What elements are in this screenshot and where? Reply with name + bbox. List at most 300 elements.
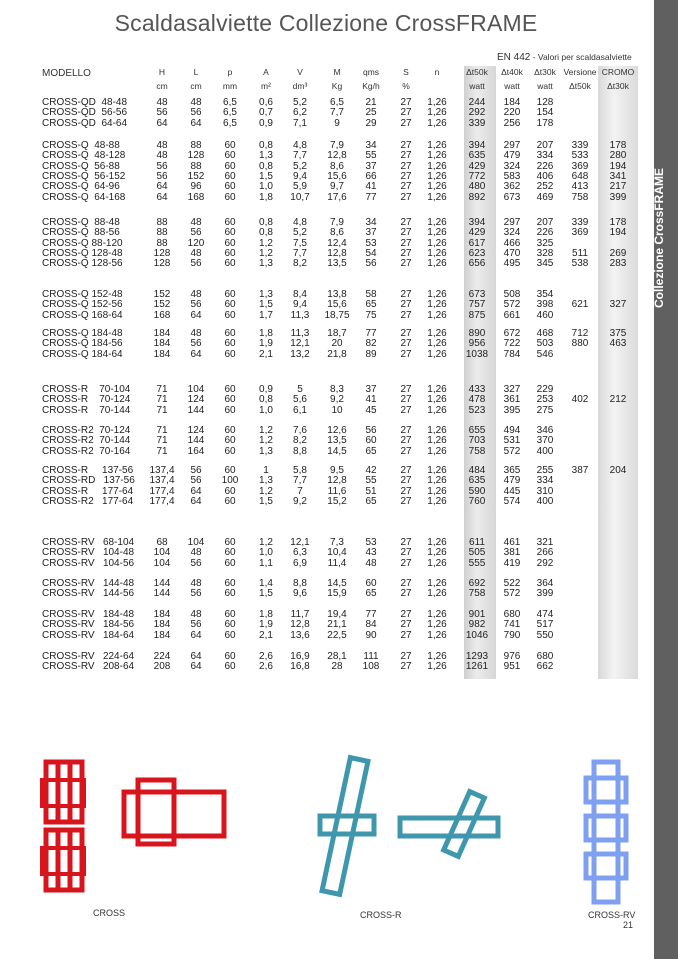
cell-value: 1,26: [427, 495, 447, 507]
cell-value: 12,1: [290, 537, 310, 548]
cell-value: 37: [365, 227, 377, 239]
cell-value: 15,2: [327, 495, 347, 507]
column-unit-1: cm: [156, 81, 168, 91]
cell-model: CROSS-RV 104-48: [42, 547, 135, 559]
cell-value: 479: [503, 475, 521, 487]
cell-value: 60: [224, 661, 236, 673]
cell-model: CROSS-Q 152-56: [42, 299, 123, 311]
cell-value: 484: [468, 465, 486, 476]
cell-value: 1,26: [427, 465, 447, 476]
cell-value: 328: [536, 247, 554, 259]
cell-value: 64: [190, 309, 202, 321]
cell-value: 104: [153, 547, 171, 559]
cell-value: 168: [153, 309, 171, 321]
cross-rv-illustration: [580, 758, 640, 908]
cell-value: 19,4: [327, 609, 347, 620]
cell-value: 375: [609, 328, 627, 339]
cell-value: 28: [331, 661, 343, 673]
cell-value: 339: [468, 117, 486, 129]
cell-value: 56: [156, 160, 168, 172]
cell-value: 1,26: [427, 150, 447, 162]
cell-value: 64: [156, 191, 168, 203]
cell-value: 137,4: [149, 465, 175, 476]
cell-value: 1,26: [427, 299, 447, 311]
cell-value: 1,26: [427, 629, 447, 641]
cell-value: 128: [153, 247, 171, 259]
cell-model: CROSS-R 70-104: [42, 384, 131, 395]
cell-value: 6,5: [223, 117, 237, 129]
cell-value: 27: [400, 237, 412, 249]
cell-value: 1,26: [427, 237, 447, 249]
cell-value: 184: [153, 338, 171, 350]
column-unit-2: cm: [190, 81, 202, 91]
cell-value: 37: [365, 384, 377, 395]
cell-value: 673: [503, 191, 521, 203]
column-header-3: p: [227, 67, 233, 77]
cell-value: 71: [156, 394, 168, 406]
cell-value: 60: [365, 578, 377, 589]
cell-value: 2,1: [259, 348, 273, 360]
cell-value: 901: [468, 609, 486, 620]
cell-value: 64: [190, 348, 202, 360]
cell-value: 1,5: [259, 170, 273, 182]
cell-value: 177,4: [149, 495, 175, 507]
cell-value: 60: [224, 651, 236, 662]
cell-value: 5,2: [293, 97, 307, 108]
cell-value: 387: [571, 465, 589, 476]
cell-value: 71: [156, 425, 168, 436]
cell-value: 194: [609, 160, 627, 172]
cell-value: 27: [400, 258, 412, 270]
cell-model: CROSS-QD 64-64: [42, 117, 128, 129]
cell-value: 244: [468, 97, 486, 108]
cell-value: 184: [153, 629, 171, 641]
cell-value: 48: [190, 609, 202, 620]
cell-value: 1,5: [259, 588, 273, 600]
cell-value: 58: [365, 289, 377, 300]
cell-value: 474: [536, 609, 554, 620]
cell-value: 1,7: [259, 309, 273, 321]
cell-value: 144: [187, 435, 205, 447]
cell-value: 12,8: [327, 150, 347, 162]
cell-value: 445: [503, 485, 521, 497]
column-unit-13: Δt50k: [569, 81, 591, 91]
cell-value: 64: [190, 485, 202, 497]
cell-value: 469: [536, 191, 554, 203]
cell-value: 283: [609, 258, 627, 270]
cell-value: 346: [536, 425, 554, 436]
cell-value: 21,1: [327, 619, 347, 631]
cell-value: 27: [400, 651, 412, 662]
cell-value: 2,1: [259, 629, 273, 641]
cell-value: 34: [365, 140, 377, 151]
cell-value: 207: [536, 140, 554, 151]
cell-value: 269: [609, 247, 627, 259]
cell-model: CROSS-Q 64-168: [42, 191, 126, 203]
cell-value: 104: [153, 557, 171, 569]
cell-value: 478: [468, 394, 486, 406]
cell-value: 48: [156, 140, 168, 151]
column-header-7: qms: [362, 67, 380, 77]
cell-value: 56: [190, 557, 202, 569]
cell-value: 27: [400, 217, 412, 228]
cell-value: 1046: [465, 629, 489, 641]
cell-value: 178: [609, 140, 627, 151]
cell-value: 7,7: [293, 475, 307, 487]
cell-value: 17,6: [327, 191, 347, 203]
cell-value: 395: [503, 404, 521, 416]
cell-value: 108: [362, 661, 380, 673]
cell-value: 64: [190, 651, 202, 662]
cell-value: 9,4: [293, 299, 307, 311]
cell-model: CROSS-R2 70-124: [42, 425, 131, 436]
cell-value: 48: [190, 97, 202, 108]
cell-value: 680: [503, 609, 521, 620]
cell-value: 27: [400, 557, 412, 569]
cell-value: 546: [536, 348, 554, 360]
cell-value: 48: [190, 217, 202, 228]
cell-value: 7,7: [293, 247, 307, 259]
cell-value: 327: [609, 299, 627, 311]
cell-value: 661: [503, 309, 521, 321]
cell-value: 65: [365, 588, 377, 600]
cell-value: 381: [503, 547, 521, 559]
cell-value: 1,8: [259, 609, 273, 620]
cell-value: 1,2: [259, 237, 273, 249]
cell-value: 712: [571, 328, 589, 339]
cell-value: 27: [400, 107, 412, 119]
cell-value: 53: [365, 537, 377, 548]
cell-value: 1,4: [259, 578, 273, 589]
cell-value: 1,26: [427, 661, 447, 673]
cell-model: CROSS-R 177-64: [42, 485, 134, 497]
cell-value: 741: [503, 619, 521, 631]
cell-value: 220: [503, 107, 521, 119]
cell-value: 5,2: [293, 227, 307, 239]
cell-value: 27: [400, 445, 412, 457]
cell-model: CROSS-Q 56-152: [42, 170, 126, 182]
cell-value: 6,3: [293, 547, 307, 559]
cell-model: CROSS-RV 224-64: [42, 651, 135, 662]
cell-value: 325: [536, 237, 554, 249]
cell-value: 1,26: [427, 191, 447, 203]
table-row: [0, 192, 652, 203]
cell-value: 1,26: [427, 651, 447, 662]
cell-value: 64: [190, 495, 202, 507]
cell-value: 1,26: [427, 258, 447, 270]
cell-value: 27: [400, 547, 412, 559]
cross-illustration: [38, 758, 238, 898]
cell-value: 617: [468, 237, 486, 249]
column-header-10: Δt50k: [466, 67, 488, 77]
cell-value: 48: [190, 547, 202, 559]
cell-value: 4,8: [293, 140, 307, 151]
cell-value: 297: [503, 140, 521, 151]
cell-value: 8,8: [293, 578, 307, 589]
cell-value: 531: [503, 435, 521, 447]
cell-value: 324: [503, 160, 521, 172]
cell-value: 976: [503, 651, 521, 662]
cell-value: 27: [400, 170, 412, 182]
cell-value: 128: [187, 150, 205, 162]
cell-value: 224: [153, 651, 171, 662]
cell-value: 1,26: [427, 609, 447, 620]
cell-value: 60: [224, 170, 236, 182]
cell-value: 1,26: [427, 170, 447, 182]
cell-value: 217: [609, 181, 627, 193]
cell-value: 60: [224, 629, 236, 641]
cell-value: 655: [468, 425, 486, 436]
cell-value: 334: [536, 475, 554, 487]
cell-value: 11,3: [290, 309, 310, 321]
cell-value: 41: [365, 181, 377, 193]
cell-value: 345: [536, 258, 554, 270]
cell-value: 394: [468, 217, 486, 228]
cell-value: 253: [536, 394, 554, 406]
cell-value: 71: [156, 445, 168, 457]
cell-value: 27: [400, 537, 412, 548]
cell-value: 460: [536, 309, 554, 321]
cell-value: 178: [609, 217, 627, 228]
cell-value: 6,2: [293, 107, 307, 119]
table-row: [0, 405, 652, 416]
cell-value: 680: [536, 651, 554, 662]
cell-value: 27: [400, 247, 412, 259]
cell-value: 8,2: [293, 258, 307, 270]
cell-value: 124: [187, 394, 205, 406]
cell-value: 1,26: [427, 338, 447, 350]
cell-value: 6,1: [293, 404, 307, 416]
column-header-2: L: [193, 67, 199, 77]
column-unit-7: Kg/h: [362, 81, 380, 91]
cell-value: 124: [187, 425, 205, 436]
cell-value: 7,1: [293, 117, 307, 129]
cell-value: 88: [156, 237, 168, 249]
cell-model: CROSS-R2 177-64: [42, 495, 134, 507]
cell-value: 1,26: [427, 328, 447, 339]
cell-value: 468: [536, 328, 554, 339]
cell-value: 11,4: [327, 557, 347, 569]
cell-value: 648: [571, 170, 589, 182]
cell-value: 1,26: [427, 537, 447, 548]
cell-value: 1,5: [259, 495, 273, 507]
cell-value: 56: [190, 338, 202, 350]
cell-value: 60: [224, 191, 236, 203]
cell-value: 354: [536, 289, 554, 300]
cell-value: 890: [468, 328, 486, 339]
cell-value: 65: [365, 299, 377, 311]
cell-value: 784: [503, 348, 521, 360]
cell-value: 226: [536, 160, 554, 172]
cell-value: 128: [536, 97, 554, 108]
cell-value: 204: [609, 465, 627, 476]
cell-value: 1,3: [259, 150, 273, 162]
cell-value: 152: [187, 170, 205, 182]
cell-value: 9: [334, 117, 340, 129]
cell-model: CROSS-RV 184-56: [42, 619, 135, 631]
cell-model: CROSS-RV 104-56: [42, 557, 135, 569]
cell-value: 6,5: [223, 107, 237, 119]
cell-value: 60: [224, 445, 236, 457]
cell-value: 229: [536, 384, 554, 395]
cell-value: 399: [609, 191, 627, 203]
cell-value: 60: [224, 309, 236, 321]
page-title: Scaldasalviette Collezione CrossFRAME: [114, 10, 538, 36]
cell-value: 60: [224, 465, 236, 476]
cell-value: 89: [365, 348, 377, 360]
cell-value: 672: [503, 328, 521, 339]
cell-value: 7,7: [293, 150, 307, 162]
cell-value: 0,8: [259, 160, 273, 172]
cell-value: 310: [536, 485, 554, 497]
cell-value: 27: [400, 140, 412, 151]
cell-value: 590: [468, 485, 486, 497]
cell-value: 611: [469, 537, 485, 548]
cell-value: 15,6: [327, 170, 347, 182]
cell-value: 18,75: [324, 309, 350, 321]
column-header-5: V: [297, 67, 303, 77]
cell-value: 1,26: [427, 445, 447, 457]
cell-value: 60: [224, 425, 236, 436]
cell-value: 27: [400, 348, 412, 360]
cell-value: 27: [400, 394, 412, 406]
cell-value: 635: [468, 150, 486, 162]
cell-value: 1,26: [427, 289, 447, 300]
cell-value: 0,8: [259, 227, 273, 239]
cell-value: 1,1: [259, 557, 273, 569]
table-row: [0, 558, 652, 569]
column-unit-6: Kg: [331, 81, 343, 91]
cell-value: 56: [190, 588, 202, 600]
cell-value: 362: [503, 181, 521, 193]
cell-value: 324: [503, 227, 521, 239]
cell-value: 5,8: [293, 465, 307, 476]
cell-model: CROSS-Q 152-48: [42, 289, 123, 300]
cell-value: 27: [400, 227, 412, 239]
cell-value: 394: [468, 140, 486, 151]
cell-value: 1,3: [259, 445, 273, 457]
cell-value: 1,2: [259, 425, 273, 436]
cell-value: 68: [156, 537, 168, 548]
cell-value: 55: [365, 475, 377, 487]
cell-value: 480: [468, 181, 486, 193]
cell-model: CROSS-Q 184-48: [42, 328, 123, 339]
cell-value: 339: [571, 140, 589, 151]
cell-value: 1,26: [427, 217, 447, 228]
cell-value: 400: [536, 445, 554, 457]
cell-value: 369: [571, 160, 589, 172]
cell-model: CROSS-RV 184-48: [42, 609, 135, 620]
cell-value: 77: [365, 328, 377, 339]
cell-value: 56: [365, 425, 377, 436]
cell-value: 56: [190, 619, 202, 631]
cell-value: 37: [365, 160, 377, 172]
cell-value: 880: [571, 338, 589, 350]
cell-value: 402: [571, 394, 589, 406]
cell-value: 1261: [465, 661, 489, 673]
cell-value: 1,26: [427, 348, 447, 360]
cell-value: 1,8: [259, 328, 273, 339]
cell-value: 60: [224, 557, 236, 569]
cell-value: 1,26: [427, 425, 447, 436]
cell-value: 1,26: [427, 557, 447, 569]
cell-value: 27: [400, 309, 412, 321]
cell-value: 1,3: [259, 475, 273, 487]
cell-value: 60: [224, 289, 236, 300]
cell-value: 517: [536, 619, 554, 631]
cell-value: 212: [609, 394, 627, 406]
cell-value: 0,7: [259, 107, 273, 119]
cell-value: 21: [365, 97, 377, 108]
cell-value: 56: [190, 258, 202, 270]
cell-value: 56: [156, 107, 168, 119]
cell-value: 400: [536, 495, 554, 507]
cell-value: 466: [503, 237, 521, 249]
cell-value: 104: [187, 384, 205, 395]
table-row: [0, 661, 652, 672]
column-unit-12: watt: [537, 81, 553, 91]
cell-value: 1,26: [427, 619, 447, 631]
column-unit-10: watt: [469, 81, 485, 91]
cell-value: 0,8: [259, 394, 273, 406]
cell-value: 48: [190, 247, 202, 259]
cell-model: CROSS-RV 144-48: [42, 578, 135, 589]
column-unit-3: mm: [222, 81, 238, 91]
cell-value: 982: [468, 619, 486, 631]
cell-value: 154: [536, 107, 554, 119]
cell-model: CROSS-R2 70-144: [42, 435, 131, 447]
cell-value: 16,8: [290, 661, 310, 673]
cell-value: 168: [187, 191, 205, 203]
cell-value: 48: [190, 328, 202, 339]
cell-value: 27: [400, 299, 412, 311]
cell-value: 27: [400, 629, 412, 641]
cell-value: 45: [365, 404, 377, 416]
cell-value: 623: [468, 247, 486, 259]
cell-value: 334: [536, 150, 554, 162]
table-row: [0, 588, 652, 599]
cell-value: 15,9: [327, 588, 347, 600]
caption-cross-r: CROSS-R: [360, 910, 402, 920]
cell-value: 60: [224, 227, 236, 239]
cell-value: 255: [536, 465, 554, 476]
cell-value: 7: [297, 485, 303, 497]
cell-value: 0,8: [259, 140, 273, 151]
cell-value: 1293: [465, 651, 489, 662]
cell-value: 1,26: [427, 97, 447, 108]
cell-value: 875: [468, 309, 486, 321]
cell-value: 27: [400, 578, 412, 589]
cell-value: 419: [503, 557, 521, 569]
cell-value: 292: [536, 557, 554, 569]
column-header-1: H: [158, 67, 166, 77]
cell-value: 16,9: [290, 651, 310, 662]
cell-value: 42: [365, 465, 377, 476]
cell-value: 11,7: [290, 609, 310, 620]
cell-value: 365: [503, 465, 521, 476]
cell-value: 7,7: [330, 107, 344, 119]
cell-value: 1,26: [427, 435, 447, 447]
cell-value: 29: [365, 117, 377, 129]
caption-cross-rv: CROSS-RV: [588, 910, 636, 920]
cell-value: 13,2: [290, 348, 310, 360]
cell-value: 398: [536, 299, 554, 311]
cell-value: 27: [400, 384, 412, 395]
cell-value: 152: [153, 289, 171, 300]
cell-value: 13,6: [290, 629, 310, 641]
cell-value: 60: [224, 619, 236, 631]
cell-value: 18,7: [327, 328, 347, 339]
